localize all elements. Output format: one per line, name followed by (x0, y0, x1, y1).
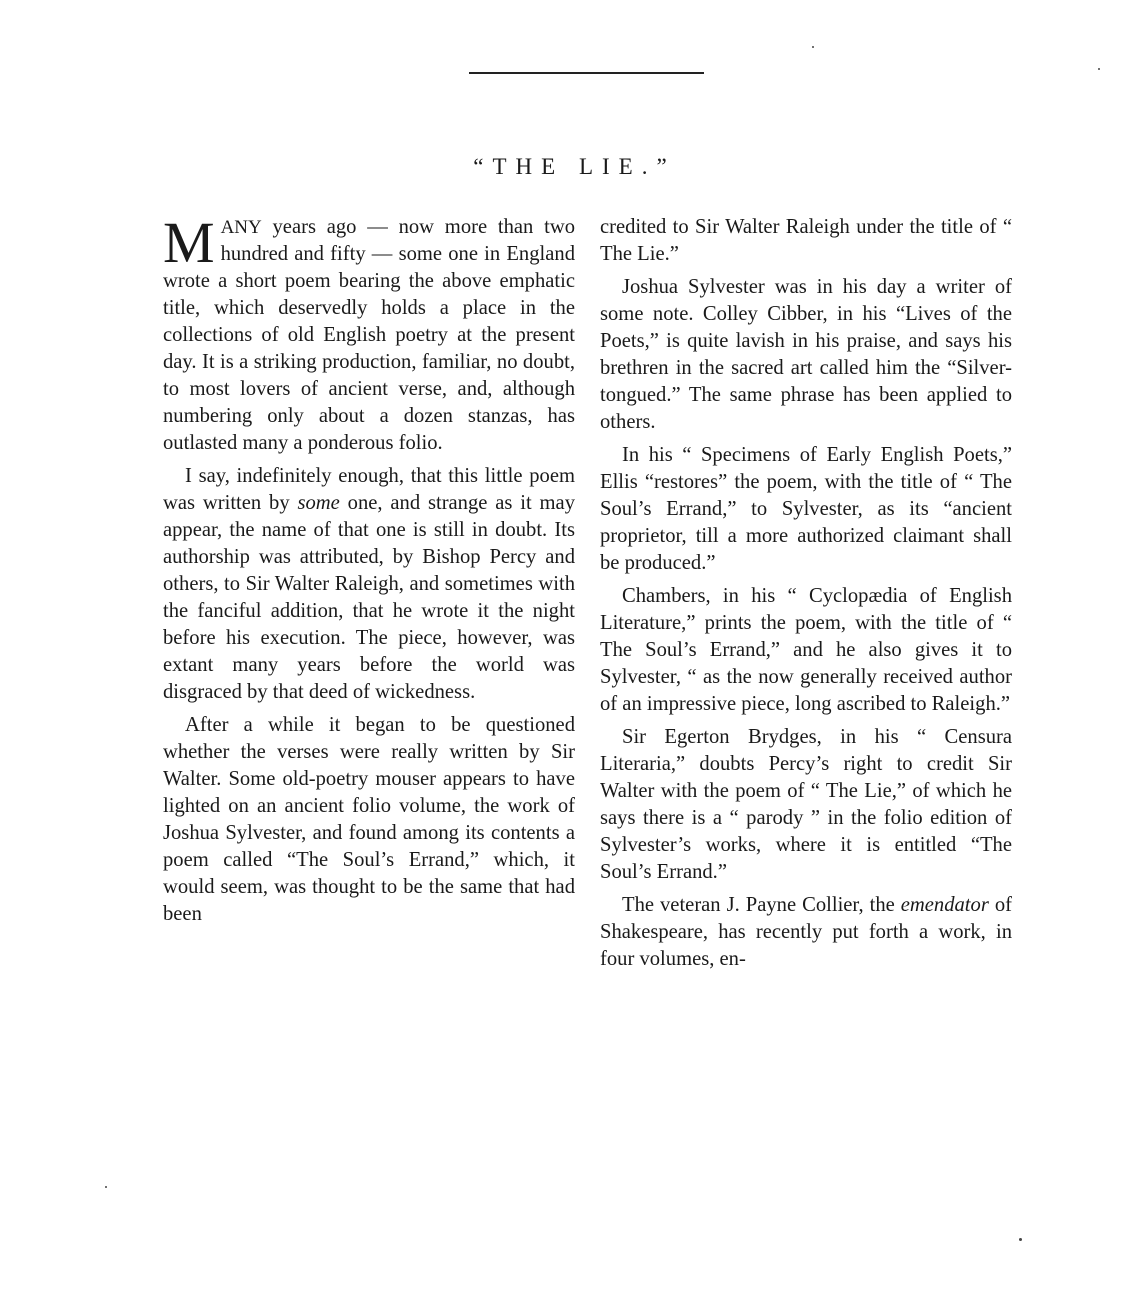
paragraph-8 (600, 892, 1012, 973)
paragraph-4: Joshua Sylvester was in his day a writer of some note. Colley Cibber, in his “Lives of the Poets,” is quite lavish in his praise, and says his brethren in the sacred art called him the “Silver-tongued.” The same phrase has been applied to others. (600, 276, 1012, 433)
scan-speck (105, 1186, 107, 1188)
lead-word: ANY (220, 217, 262, 238)
scan-speck (812, 46, 814, 48)
scan-speck (1019, 1238, 1022, 1241)
paragraph-7: Sir Egerton Brydges, in his “ Censura Literaria,” doubts Percy’s right to credit Sir Walter with the poem of “ The Lie,” of which he says there is a “ parody ” in the folio edition of Sylvester’s works, where it is entitled “The Soul’s Errand.” (600, 726, 1012, 883)
left-column (163, 210, 575, 934)
emphasis-some: some (297, 492, 340, 514)
paragraph-8-text-after: of Shakespeare, has recently put forth a work, in four volumes, en- (600, 894, 1012, 970)
paragraph-5: In his “ Specimens of Early English Poets,” Ellis “restores” the poem, with the title of “ The Soul’s Errand,” to Sylvester, as its “ancient proprietor, till a more authorized claimant shall be produced.” (600, 444, 1012, 574)
paragraph-8-text-before: The veteran J. Payne Collier, the (622, 894, 901, 916)
paragraph-2 (163, 463, 575, 706)
paragraph-2-text-before: I say, indefinitely enough, that this little poem was written by (163, 465, 575, 514)
paragraph-3-continued: credited to Sir Walter Raleigh under the title of “ The Lie.” (600, 216, 1012, 265)
paragraph-3: After a while it began to be questioned whether the verses were really written by Sir Walter. Some old-poetry mouser appears to have lighted on an ancient folio volume, the work of Joshua Sylvester, and found among its contents a poem called “The Soul’s Errand,” which, it would seem, was thought to be the same that had been (163, 714, 575, 925)
article-title: “THE LIE.” (473, 154, 676, 179)
paragraph-1 (163, 210, 575, 457)
header-rule (469, 72, 704, 74)
paragraph-2-text-after: one, and strange as it may appear, the name of that one is still in doubt. Its authorship was attributed, by Bishop Percy and others, to Sir Walter Raleigh, and sometimes with the fanciful addition, that he wrote it the night before his execution. The piece, however, was extant many years before the world was disgraced by that deed of wickedness. (163, 492, 575, 703)
drop-cap: M (163, 210, 215, 275)
right-column (600, 214, 1012, 979)
emphasis-emendator: emendator (900, 894, 989, 916)
scan-speck (1098, 68, 1100, 70)
paragraph-1-text: years ago — now more than two hundred and fifty — some one in England wrote a short poem bearing the above emphatic title, which deservedly holds a place in the collections of old English poetry at the present day. It is a striking production, familiar, no doubt, to most lovers of ancient verse, and, although numbering only about a dozen stanzas, has outlasted many a ponderous folio. (163, 216, 575, 454)
paragraph-6: Chambers, in his “ Cyclopædia of English Literature,” prints the poem, with the title of “ The Soul’s Errand,” and he also gives it to Sylvester, “ as the now generally received author of an impressive piece, long ascribed to Raleigh.” (600, 585, 1012, 715)
